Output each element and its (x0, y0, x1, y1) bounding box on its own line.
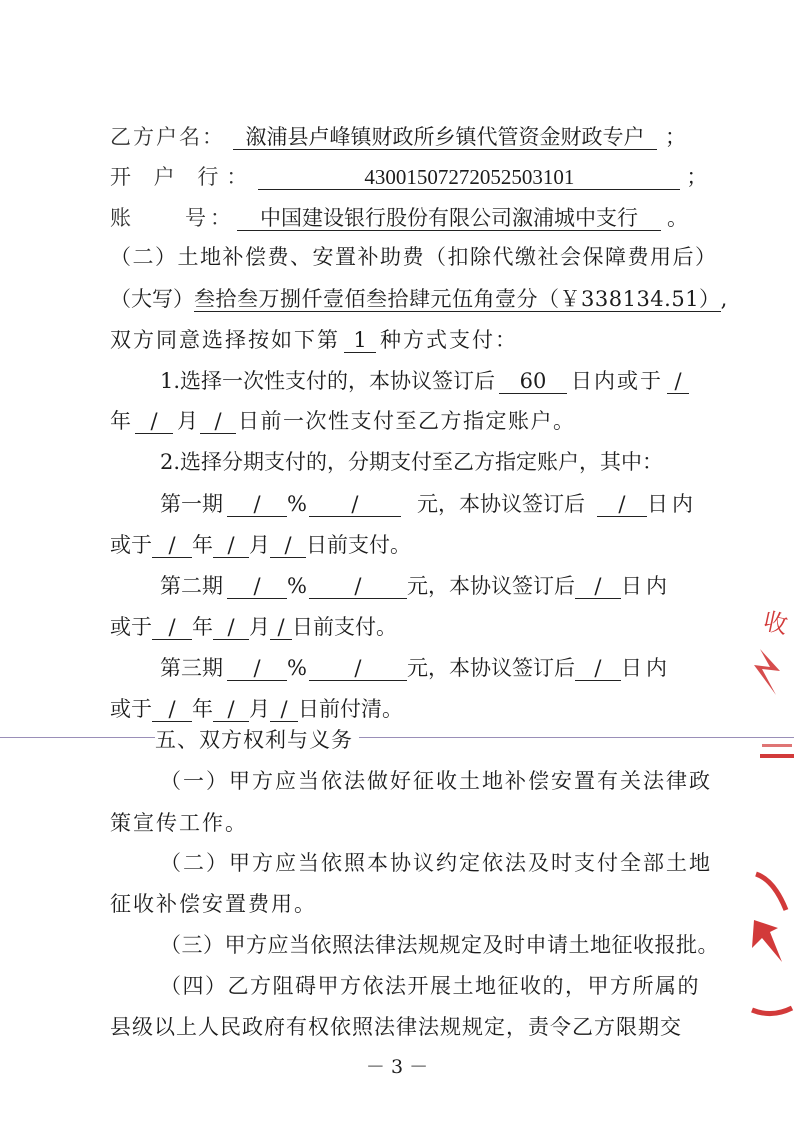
payee-name-end: ； (665, 125, 686, 149)
payee-bank-end: ； (686, 165, 708, 189)
section-5-item-4-a: （四）乙方阻碍甲方依法开展土地征收的，甲方所属的 (160, 974, 700, 998)
period-1-amount: / (309, 491, 401, 517)
lump-sum-text-a: 1.选择一次性支付的，本协议签订后 (160, 369, 496, 393)
period-3-line-2 (110, 694, 403, 724)
period-1-percent-sign: % (287, 492, 307, 516)
period-1-percent-value: / (227, 491, 287, 517)
scan-divider-line (0, 737, 794, 738)
period-3-or-at: 或于 (110, 697, 152, 721)
seal-top-text: 收 (760, 607, 791, 640)
section-5-item-2-b: 征收补偿安置费用。 (110, 892, 317, 916)
period-3-percent-value: / (227, 655, 287, 681)
compensation-line-2 (110, 284, 727, 314)
period-3-year: / (152, 696, 192, 722)
period-1-line-2 (110, 530, 411, 560)
period-1-pay: 日前支付。 (306, 533, 411, 557)
payee-account-value: 中国建设银行股份有限公司溆浦城中支行 (237, 205, 661, 231)
payee-name-label: 乙方户名： (110, 125, 225, 149)
payee-bank-label: 开 户 行： (110, 165, 256, 189)
period-3-percent-sign: % (287, 656, 307, 680)
method-choice: 1 (344, 327, 376, 353)
period-3-ri-nei: 日内 (620, 656, 671, 680)
compensation-suffix: , (720, 287, 728, 311)
section-5-item-1-b: 策宣传工作。 (110, 811, 248, 835)
compensation-line-3 (110, 325, 518, 355)
period-1-label: 第一期 (160, 492, 223, 516)
period-3-day: / (270, 696, 298, 722)
period-1-year-label: 年 (192, 533, 213, 557)
section-5-item-4-b: 县级以上人民政府有权依照法律法规规定，责令乙方限期交 (110, 1015, 682, 1039)
period-2-year-label: 年 (192, 615, 213, 639)
period-3-days: / (575, 655, 621, 681)
period-2-label: 第二期 (160, 574, 223, 598)
period-3-month-label: 月 (249, 697, 270, 721)
compensation-amount: 叁拾叁万捌仟壹佰叁拾肆元伍角壹分（￥338134.51） (194, 287, 721, 311)
section-5-heading: 五、双方权利与义务 (155, 725, 359, 755)
lump-sum-year-label: 年 (110, 409, 131, 433)
compensation-line-1: （二）土地补偿费、安置补助费（扣除代缴社会保障费用后） (110, 245, 718, 269)
period-1-day: / (270, 532, 306, 558)
period-2-pay: 日前支付。 (292, 615, 397, 639)
period-2-ri-nei: 日内 (620, 574, 671, 598)
period-1-year: / (152, 532, 192, 558)
payee-account-end: 。 (667, 206, 688, 230)
period-2-line-2 (110, 612, 397, 642)
period-2-percent-sign: % (287, 574, 307, 598)
lump-sum-text-c: 日前一次性支付至乙方指定账户。 (238, 409, 576, 433)
period-3-label: 第三期 (160, 656, 223, 680)
period-2-month: / (213, 614, 249, 640)
period-3-line-1 (160, 653, 671, 683)
period-1-month-label: 月 (249, 533, 270, 557)
period-1-ri-nei: 日内 (646, 492, 697, 516)
section-5-item-3: （三）甲方应当依照法律法规规定及时申请土地征收报批。 (160, 933, 719, 957)
lump-sum-days: 60 (499, 368, 567, 394)
lump-sum-day: / (200, 408, 236, 434)
method-text-a: 双方同意选择按如下第 (110, 328, 340, 352)
seal-fragment-bottom (740, 870, 794, 1030)
lump-sum-line-2 (110, 406, 576, 436)
seal-fragment-top (740, 604, 794, 724)
payee-account-label: 账 号： (110, 206, 235, 230)
seal-fragment-middle (740, 740, 794, 770)
period-3-text: 元，本协议签订后 (406, 656, 575, 680)
payee-account-line (110, 203, 688, 233)
period-2-percent-value: / (227, 573, 287, 599)
lump-sum-month: / (135, 408, 173, 434)
period-3-settle: 日前付清。 (298, 697, 403, 721)
lump-sum-text-b: 日内或于 (571, 369, 664, 393)
lump-sum-year: / (667, 368, 689, 394)
seal-band-icon (740, 740, 794, 766)
page-number: － 3 － (365, 1056, 429, 1078)
seal-star-icon (740, 639, 794, 699)
period-3-month: / (213, 696, 249, 722)
payee-bank-line (110, 162, 707, 192)
lump-sum-line-1 (160, 366, 689, 396)
payee-name-line (110, 122, 686, 152)
seal-arc-icon (740, 870, 794, 1020)
section-5-item-2-a: （二）甲方应当依照本协议约定依法及时支付全部土地 (160, 851, 712, 875)
section-5-item-1-a: （一）甲方应当依法做好征收土地补偿安置有关法律政 (160, 769, 712, 793)
payee-bank-value: 43001507272052503101 (258, 164, 680, 190)
period-2-amount: / (309, 573, 407, 599)
period-2-text: 元，本协议签订后 (406, 574, 575, 598)
period-2-line-1 (160, 571, 671, 601)
period-1-or-at: 或于 (110, 533, 152, 557)
period-3-amount: / (309, 655, 407, 681)
installment-intro: 2.选择分期支付的，分期支付至乙方指定账户，其中： (160, 450, 664, 474)
period-3-year-label: 年 (192, 697, 213, 721)
period-2-or-at: 或于 (110, 615, 152, 639)
compensation-prefix: （大写） (110, 287, 194, 311)
period-1-line-1 (160, 489, 697, 519)
method-text-b: 种方式支付： (380, 328, 518, 352)
lump-sum-month-label: 月 (177, 409, 198, 433)
period-2-month-label: 月 (249, 615, 270, 639)
period-1-days: / (597, 491, 647, 517)
period-1-text: 元，本协议签订后 (416, 492, 585, 516)
period-2-year: / (152, 614, 192, 640)
period-1-month: / (213, 532, 249, 558)
period-2-days: / (575, 573, 621, 599)
payee-name-value: 溆浦县卢峰镇财政所乡镇代管资金财政专户 (233, 124, 657, 150)
period-2-day: / (270, 614, 292, 640)
